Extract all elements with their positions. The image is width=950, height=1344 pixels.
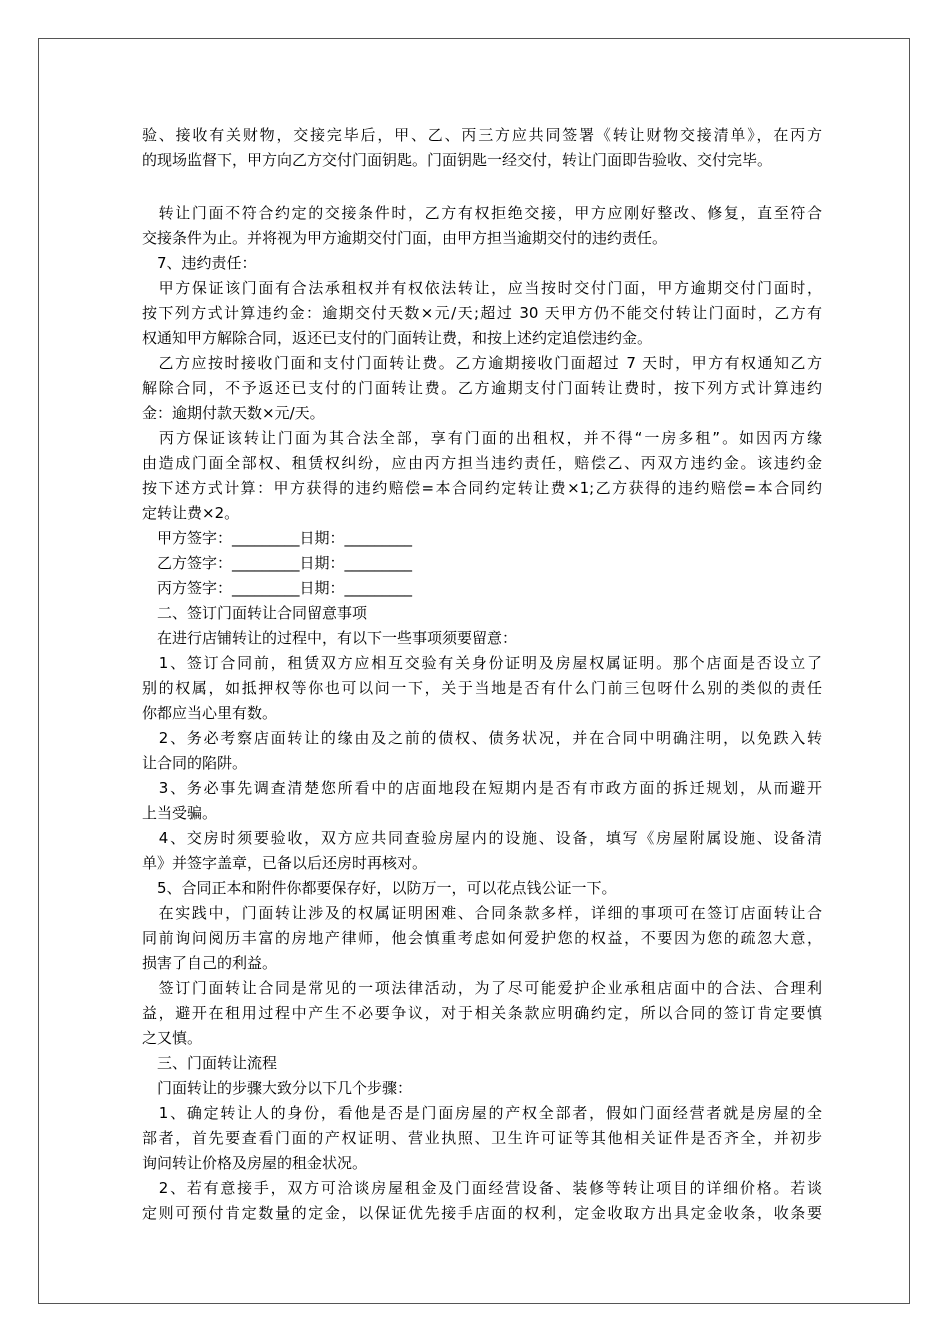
text-line: 同前询问阅历丰富的房地产律师，他会慎重考虑如何爱护您的权益，不要因为您的疏忽大意， (142, 929, 822, 947)
text-line: 3、务必事先调查清楚您所看中的店面地段在短期内是否有市政方面的拆迁规划，从而避开 (142, 779, 822, 797)
text-line: 乙方应按时接收门面和支付门面转让费。乙方逾期接收门面超过 7 天时，甲方有权通知乙方 (142, 354, 822, 372)
paragraph (142, 1176, 822, 1226)
text-line: 由造成门面全部权、租赁权纠纷，应由丙方担当违约责任，赔偿乙、丙双方违约金。该违约金 (142, 454, 822, 472)
paragraph (142, 1101, 822, 1176)
paragraph (142, 901, 822, 976)
text-line: 定转让费×2。 (142, 504, 240, 522)
paragraph (142, 726, 822, 776)
text-line: 4、交房时须要验收，双方应共同查验房屋内的设施、设备，填写《房屋附属设施、设备清 (142, 829, 822, 847)
paragraph (142, 1051, 822, 1101)
text-line: 的现场监督下，甲方向乙方交付门面钥匙。门面钥匙一经交付，转让门面即告验收、交付完毕。 (142, 151, 773, 169)
text-line: 别的权属，如抵押权等你也可以问一下，关于当地是否有什么门前三包呀什么别的类似的责任 (142, 679, 822, 697)
paragraph-spacer (142, 173, 822, 201)
paragraph (142, 251, 822, 276)
text-line: 益，避开在租用过程中产生不必要争议，对于相关条款应明确约定，所以合同的签订肯定要慎 (142, 1004, 822, 1022)
text-line: 5、合同正本和附件你都要保存好，以防万一，可以花点钱公证一下。 (142, 879, 617, 897)
text-line: 按下述方式计算：甲方获得的违约赔偿=本合同约定转让费×1;乙方获得的违约赔偿=本合同约 (142, 479, 822, 497)
text-line: 金：逾期付款天数×元/天。 (142, 404, 325, 422)
text-line: 2、若有意接手，双方可洽谈房屋租金及门面经营设备、装修等转让项目的详细价格。若谈 (142, 1179, 822, 1197)
text-line: 部者，首先要查看门面的产权证明、营业执照、卫生许可证等其他相关证件是否齐全，并初步 (142, 1129, 822, 1147)
document-body (142, 123, 822, 1226)
text-line: 签订门面转让合同是常见的一项法律活动，为了尽可能爱护企业承租店面中的合法、合理利 (142, 979, 822, 997)
text-line: 解除合同，不予返还已支付的门面转让费。乙方逾期支付门面转让费时，按下列方式计算违约 (142, 379, 822, 397)
text-line: 上当受骗。 (142, 804, 218, 822)
text-line: 权通知甲方解除合同，返还已支付的门面转让费，和按上述约定追偿违约金。 (142, 329, 653, 347)
text-line: 你都应当心里有数。 (142, 704, 278, 722)
text-line: 损害了自己的利益。 (142, 954, 278, 972)
paragraph (142, 651, 822, 726)
text-line: 让合同的陷阱。 (142, 754, 248, 772)
text-line: 交接条件为止。并将视为甲方逾期交付门面，由甲方担当逾期交付的违约责任。 (142, 229, 668, 247)
text-line: 丙方保证该转让门面为其合法全部，享有门面的出租权，并不得“一房多租”。如因丙方缘 (142, 429, 822, 447)
paragraph (142, 876, 822, 901)
paragraph (142, 351, 822, 426)
text-line: 之又慎。 (142, 1029, 203, 1047)
text-line: 甲方签字：_________日期：_________ (142, 529, 413, 547)
paragraph (142, 276, 822, 351)
text-line: 在实践中，门面转让涉及的权属证明困难、合同条款多样，详细的事项可在签订店面转让合 (142, 904, 822, 922)
text-line: 1、确定转让人的身份，看他是否是门面房屋的产权全部者，假如门面经营者就是房屋的全 (142, 1104, 822, 1122)
paragraph (142, 426, 822, 526)
text-line: 在进行店铺转让的过程中，有以下一些事项须要留意： (142, 629, 518, 647)
paragraph (142, 601, 822, 651)
paragraph (142, 123, 822, 173)
text-line: 验、接收有关财物，交接完毕后，甲、乙、丙三方应共同签署《转让财物交接清单》，在丙方 (142, 126, 822, 144)
text-line: 询问转让价格及房屋的租金状况。 (142, 1154, 368, 1172)
paragraph (142, 976, 822, 1051)
text-line: 单》并签字盖章，已备以后还房时再核对。 (142, 854, 428, 872)
paragraph (142, 526, 822, 601)
text-line: 2、务必考察店面转让的缘由及之前的债权、债务状况，并在合同中明确注明，以免跌入转 (142, 729, 822, 747)
text-line: 1、签订合同前，租赁双方应相互交验有关身份证明及房屋权属证明。那个店面是否设立了 (142, 654, 822, 672)
text-line: 定则可预付肯定数量的定金，以保证优先接手店面的权利，定金收取方出具定金收条，收条要 (142, 1204, 822, 1222)
paragraph (142, 776, 822, 826)
paragraph (142, 826, 822, 876)
text-line: 转让门面不符合约定的交接条件时，乙方有权拒绝交接，甲方应刚好整改、修复，直至符合 (142, 204, 822, 222)
text-line: 三、门面转让流程 (142, 1054, 278, 1072)
text-line: 门面转让的步骤大致分以下几个步骤： (142, 1079, 413, 1097)
paragraph (142, 201, 822, 251)
text-line: 7、违约责任： (142, 254, 257, 272)
text-line: 二、签订门面转让合同留意事项 (142, 604, 368, 622)
text-line: 甲方保证该门面有合法承租权并有权依法转让，应当按时交付门面，甲方逾期交付门面时， (142, 279, 822, 297)
text-line: 乙方签字：_________日期：_________ (142, 554, 413, 572)
text-line: 丙方签字：_________日期：_________ (142, 579, 413, 597)
text-line: 按下列方式计算违约金：逾期交付天数×元/天;超过 30 天甲方仍不能交付转让门面时，乙方有 (142, 304, 822, 322)
